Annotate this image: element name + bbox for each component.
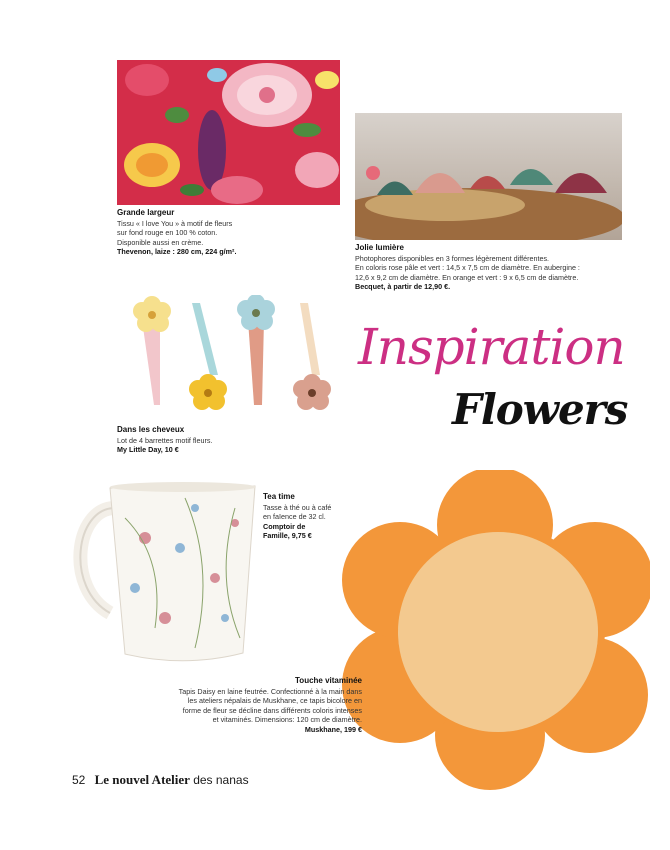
page-footer [72, 772, 249, 788]
mug-image [65, 478, 265, 668]
brand-name-rest: des nanas [193, 773, 249, 787]
rug-image [340, 470, 650, 790]
clips-caption [117, 425, 317, 455]
brand-name-bold: Le nouvel Atelier [94, 772, 190, 787]
fabric-line: sur fond rouge en 100 % coton. [117, 228, 218, 238]
rug-line: et vitaminés. Dimensions: 120 cm de diamètre. [212, 715, 362, 725]
fabric-line: Disponible aussi en crème. [117, 237, 204, 247]
rug-title: Touche vitaminée [295, 676, 362, 685]
page-number: 52 [72, 773, 86, 787]
candles-title: Jolie lumière [355, 243, 404, 252]
hair-clips-image [130, 295, 335, 415]
fabric-line: Tissu « I love You » à motif de fleurs [117, 218, 233, 228]
mug-line: en faïence de 32 cl. [263, 512, 326, 522]
candles-caption [355, 243, 625, 292]
fabric-image [117, 60, 340, 205]
mug-supplier: Famille, 9,75 € [263, 531, 312, 541]
title-flowers: Flowers [452, 385, 628, 434]
candles-line: Photophores disponibles en 3 formes légèrement différentes. [355, 253, 550, 263]
rug-line: les ateliers népalais de Muskhane, ce tapis bicolore en [187, 696, 362, 706]
rug-supplier: Muskhane, 199 € [304, 724, 362, 734]
rug-caption [150, 676, 362, 735]
clips-title: Dans les cheveux [117, 425, 185, 434]
fabric-supplier: Thevenon, laize : 280 cm, 224 g/m². [117, 247, 237, 257]
mug-supplier: Comptoir de [263, 521, 306, 531]
mug-title: Tea time [263, 492, 295, 501]
candle-holders-image [355, 113, 622, 240]
rug-line: Tapis Daisy en laine feutrée. Confectionné à la main dans [178, 686, 362, 696]
fabric-title: Grande largeur [117, 208, 175, 217]
mug-line: Tasse à thé ou à café [263, 502, 332, 512]
clips-line: Lot de 4 barrettes motif fleurs. [117, 435, 213, 445]
fabric-caption [117, 208, 317, 257]
rug-line: forme de fleur se décline dans différents coloris intenses [182, 705, 362, 715]
candles-supplier: Becquet, à partir de 12,90 €. [355, 282, 451, 292]
candles-line: En coloris rose pâle et vert : 14,5 x 7,5 cm de diamètre. En aubergine : [355, 263, 580, 273]
candles-line: 12,6 x 9,2 cm de diamètre. En orange et vert : 9 x 6,5 cm de diamètre. [355, 272, 579, 282]
clips-supplier: My Little Day, 10 € [117, 445, 179, 455]
title-inspiration: Inspiration [358, 318, 625, 376]
